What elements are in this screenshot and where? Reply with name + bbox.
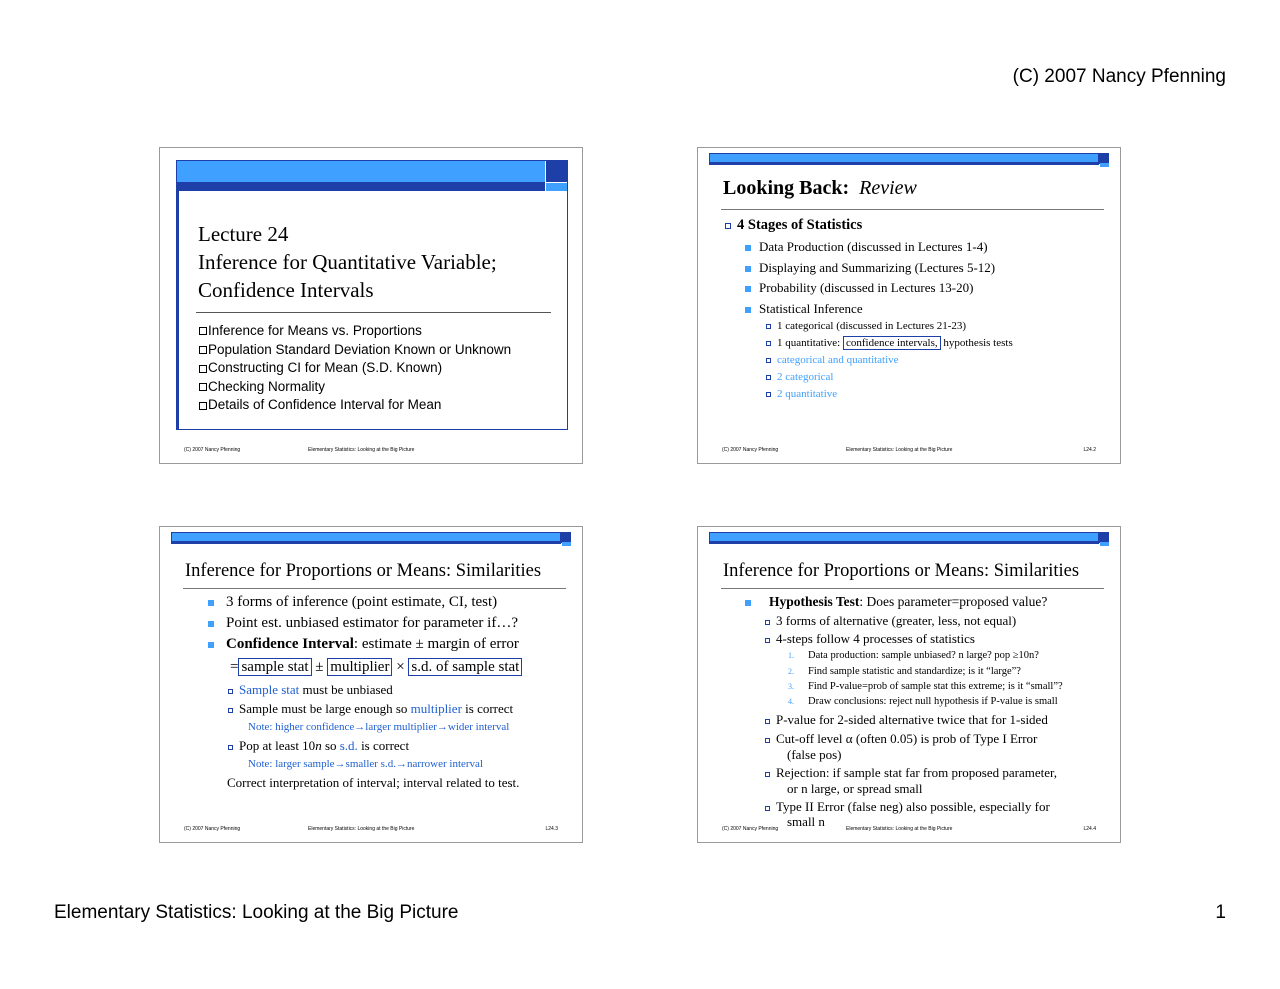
square-bullet-icon — [766, 392, 771, 397]
square-bullet-icon — [228, 745, 233, 750]
closing-line: Correct interpretation of interval; interval related to test. — [227, 775, 520, 790]
square-bullet-icon — [199, 383, 207, 391]
square-bullet-icon — [228, 708, 233, 713]
list-item: 4-steps follow 4 processes of statistics — [765, 631, 975, 647]
step-item: 2. Find sample statistic and standardize; is it “large”? — [788, 666, 1021, 677]
list-item: P-value for 2-sided alternative twice that for 1-sided — [765, 712, 1048, 728]
list-item: 1 quantitative: confidence intervals, hypothesis tests — [766, 337, 1013, 349]
list-item: Type II Error (false neg) also possible, especially for — [765, 799, 1050, 815]
square-bullet-icon — [765, 806, 770, 811]
slide-1 — [159, 147, 583, 464]
square-bullet-icon — [766, 341, 771, 346]
slide-footer-middle: Elementary Statistics: Looking at the Big Picture — [846, 826, 953, 832]
slide-header-bar — [709, 532, 1109, 546]
filled-bullet-icon — [208, 600, 214, 606]
list-item: Confidence Interval: estimate ± margin of error — [208, 636, 519, 653]
list-item: 3 forms of inference (point estimate, CI, test) — [208, 594, 497, 611]
square-bullet-icon — [228, 689, 233, 694]
list-item: Cut-off level α (often 0.05) is prob of Type I Error — [765, 731, 1037, 747]
square-bullet-icon — [765, 738, 770, 743]
note: Note: larger sample→smaller s.d.→narrower interval — [248, 758, 483, 770]
slide-title: Inference for Proportions or Means: Similarities — [723, 561, 1080, 581]
list-item-continued: (false pos) — [787, 747, 842, 762]
list-item: Probability (discussed in Lectures 13-20) — [745, 280, 973, 296]
step-item: 1. Data production: sample unbiased? n large? pop ≥10n? — [788, 650, 1039, 661]
slide-4 — [697, 526, 1121, 843]
square-bullet-icon — [199, 346, 207, 354]
slide-title: Inference for Proportions or Means: Similarities — [185, 561, 542, 581]
filled-bullet-icon — [745, 600, 751, 606]
slide-header-bar — [709, 153, 1109, 167]
page-header-copyright: (C) 2007 Nancy Pfenning — [1012, 66, 1226, 87]
outline-item: Details of Confidence Interval for Mean — [199, 396, 511, 415]
list-item: 2 quantitative — [766, 388, 837, 400]
list-item: Hypothesis Test: Does parameter=proposed value? — [745, 594, 1047, 610]
slide-header-bar — [171, 532, 571, 546]
slide-3 — [159, 526, 583, 843]
highlight-box: confidence intervals, — [843, 336, 941, 350]
square-bullet-icon — [199, 402, 207, 410]
list-item: Sample must be large enough so multiplier is correct — [228, 701, 513, 717]
list-item: 4 Stages of Statistics — [725, 217, 862, 234]
square-bullet-icon — [765, 638, 770, 643]
slide-footer-left: (C) 2007 Nancy Pfenning — [184, 826, 241, 832]
list-item: Point est. unbiased estimator for parameter if…? — [208, 615, 518, 632]
list-item-continued: small n — [787, 814, 825, 829]
slide-2 — [697, 147, 1121, 464]
note: Note: higher confidence→larger multiplier→wider interval — [248, 721, 510, 733]
list-item: Sample stat must be unbiased — [228, 682, 393, 698]
square-bullet-icon — [766, 375, 771, 380]
step-item: 3. Find P-value=prob of sample stat this extreme; is it “small”? — [788, 681, 1063, 692]
formula-box-sample-stat: sample stat — [238, 658, 311, 676]
square-bullet-icon — [765, 772, 770, 777]
filled-bullet-icon — [208, 621, 214, 627]
slide-number: L24.2 — [1083, 447, 1096, 453]
outline-item: Inference for Means vs. Proportions — [199, 322, 511, 341]
square-bullet-icon — [199, 365, 207, 373]
filled-bullet-icon — [745, 266, 751, 272]
formula-box-sd: s.d. of sample stat — [408, 658, 522, 676]
list-item: Rejection: if sample stat far from proposed parameter, — [765, 765, 1057, 781]
slide-number: L24.3 — [545, 826, 558, 832]
ci-formula: = sample stat ± multiplier × s.d. of sample stat — [230, 659, 522, 676]
outline-item: Population Standard Deviation Known or Unknown — [199, 341, 511, 360]
slide-footer-left: (C) 2007 Nancy Pfenning — [722, 447, 779, 453]
slide-number: L24.4 — [1083, 826, 1096, 832]
formula-box-multiplier: multiplier — [327, 658, 392, 676]
square-bullet-icon — [765, 719, 770, 724]
divider — [196, 312, 551, 313]
list-item: Pop at least 10n so s.d. is correct — [228, 738, 409, 754]
list-item: 1 categorical (discussed in Lectures 21-23) — [766, 320, 966, 332]
list-item: 2 categorical — [766, 371, 834, 383]
filled-bullet-icon — [745, 307, 751, 313]
slide-title: Looking Back: Review — [723, 177, 917, 199]
outline-item: Checking Normality — [199, 378, 511, 397]
list-item: categorical and quantitative — [766, 354, 899, 366]
list-item-continued: or n large, or spread small — [787, 781, 923, 796]
square-bullet-icon — [766, 358, 771, 363]
step-item: 4. Draw conclusions: reject null hypothesis if P-value is small — [788, 696, 1058, 707]
slide-footer-middle: Elementary Statistics: Looking at the Big Picture — [846, 447, 953, 453]
slide-footer-middle: Elementary Statistics: Looking at the Big Picture — [308, 447, 415, 453]
list-item: 3 forms of alternative (greater, less, not equal) — [765, 613, 1016, 629]
filled-bullet-icon — [208, 642, 214, 648]
page-number: 1 — [1215, 902, 1226, 923]
slide-footer-left: (C) 2007 Nancy Pfenning — [722, 826, 779, 832]
lecture-title: Lecture 24 Inference for Quantitative Variable; Confidence Intervals — [198, 222, 497, 302]
slide-footer-middle: Elementary Statistics: Looking at the Big Picture — [308, 826, 415, 832]
page-footer-book-title: Elementary Statistics: Looking at the Big Picture — [54, 902, 459, 923]
outline-item: Constructing CI for Mean (S.D. Known) — [199, 359, 511, 378]
list-item: Displaying and Summarizing (Lectures 5-12) — [745, 260, 995, 276]
list-item: Statistical Inference — [745, 301, 863, 317]
square-bullet-icon — [766, 324, 771, 329]
square-bullet-icon — [199, 327, 207, 335]
filled-bullet-icon — [745, 286, 751, 292]
slide-footer-left: (C) 2007 Nancy Pfenning — [184, 447, 241, 453]
square-bullet-icon — [725, 223, 731, 229]
lecture-outline — [199, 322, 511, 415]
list-item: Data Production (discussed in Lectures 1-4) — [745, 239, 988, 255]
filled-bullet-icon — [745, 245, 751, 251]
square-bullet-icon — [765, 620, 770, 625]
